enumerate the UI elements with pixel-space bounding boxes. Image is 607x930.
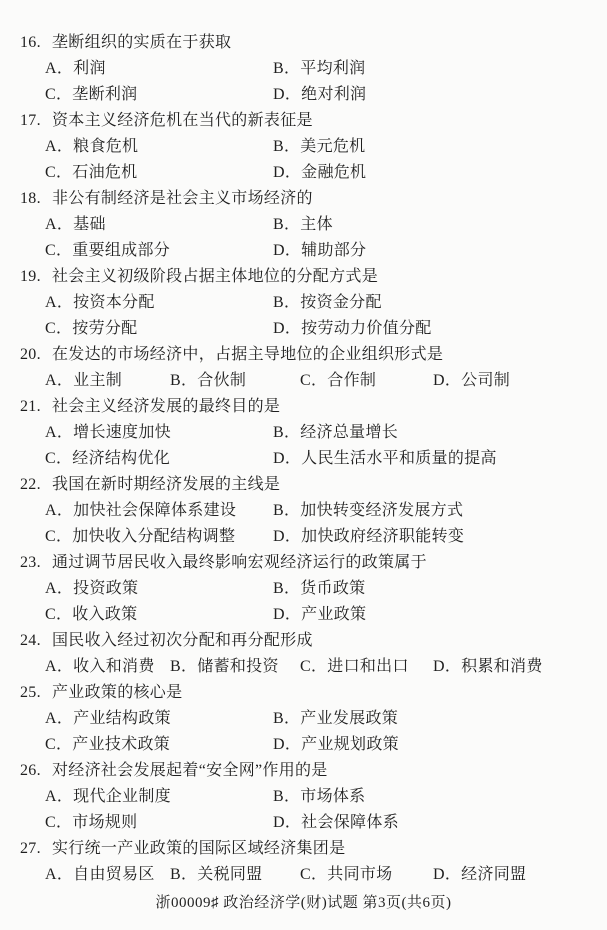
question-number: 20. — [20, 346, 41, 363]
option-a: A．收入和消费 — [45, 658, 155, 675]
option-b: B．储蓄和投资 — [170, 658, 279, 675]
question-stem-row — [0, 30, 607, 56]
option-a: A．产业结构政策 — [45, 710, 171, 727]
question-number: 24. — [20, 632, 41, 649]
option-d: D．社会保障体系 — [273, 814, 399, 831]
options-row — [0, 420, 607, 446]
question-list — [0, 30, 607, 888]
question-number: 16. — [20, 34, 41, 51]
question-stem-row — [0, 472, 607, 498]
question-stem-row — [0, 550, 607, 576]
option-a: A．自由贸易区 — [45, 866, 155, 883]
option-d: D．积累和消费 — [433, 658, 543, 675]
option-b: B．加快转变经济发展方式 — [273, 502, 464, 519]
options-row — [0, 316, 607, 342]
options-row — [0, 82, 607, 108]
option-d: D．辅助部分 — [273, 242, 367, 259]
question-stem-row — [0, 628, 607, 654]
question-number: 27. — [20, 840, 41, 857]
question-stem: 社会主义初级阶段占据主体地位的分配方式是 — [52, 268, 379, 285]
question-stem-row — [0, 680, 607, 706]
question-stem: 资本主义经济危机在当代的新表征是 — [52, 112, 313, 129]
option-c: C．合作制 — [300, 372, 377, 389]
question-number: 22. — [20, 476, 41, 493]
option-b: B．货币政策 — [273, 580, 366, 597]
option-d: D．公司制 — [433, 372, 511, 389]
option-d: D．金融危机 — [273, 164, 367, 181]
question-stem: 国民收入经过初次分配和再分配形成 — [52, 632, 313, 649]
option-c: C．石油危机 — [45, 164, 138, 181]
option-c: C．按劳分配 — [45, 320, 138, 337]
question-stem: 实行统一产业政策的国际区域经济集团是 — [52, 840, 346, 857]
option-c: C．产业技术政策 — [45, 736, 171, 753]
page-footer-text: 浙00009♯ 政治经济学(财)试题 第3页(共6页) — [155, 895, 452, 911]
option-b: B．主体 — [273, 216, 333, 233]
options-row — [0, 706, 607, 732]
option-a: A．粮食危机 — [45, 138, 139, 155]
options-row — [0, 56, 607, 82]
option-b: B．合伙制 — [170, 372, 247, 389]
option-a: A．基础 — [45, 216, 106, 233]
options-row — [0, 576, 607, 602]
question-stem-row — [0, 836, 607, 862]
question-number: 26. — [20, 762, 41, 779]
question-stem-row — [0, 108, 607, 134]
option-d: D．产业政策 — [273, 606, 367, 623]
option-a: A．现代企业制度 — [45, 788, 171, 805]
option-a: A．加快社会保障体系建设 — [45, 502, 237, 519]
option-d: D．经济同盟 — [433, 866, 527, 883]
options-row — [0, 368, 607, 394]
question-number: 18. — [20, 190, 41, 207]
options-row — [0, 498, 607, 524]
options-row — [0, 524, 607, 550]
page-footer — [0, 890, 607, 916]
options-row — [0, 238, 607, 264]
question-stem: 产业政策的核心是 — [52, 684, 183, 701]
options-row — [0, 212, 607, 238]
option-c: C．市场规则 — [45, 814, 138, 831]
options-row — [0, 784, 607, 810]
question-number: 19. — [20, 268, 41, 285]
question-stem-row — [0, 264, 607, 290]
option-b: B．关税同盟 — [170, 866, 263, 883]
option-d: D．按劳动力价值分配 — [273, 320, 432, 337]
question-stem: 非公有制经济是社会主义市场经济的 — [52, 190, 313, 207]
option-d: D．绝对利润 — [273, 86, 367, 103]
question-stem-row — [0, 342, 607, 368]
option-a: A．利润 — [45, 60, 106, 77]
question-number: 25. — [20, 684, 41, 701]
options-row — [0, 134, 607, 160]
option-d: D．产业规划政策 — [273, 736, 399, 753]
question-stem: 在发达的市场经济中，占据主导地位的企业组织形式是 — [52, 346, 444, 363]
option-c: C．共同市场 — [300, 866, 393, 883]
question-stem: 社会主义经济发展的最终目的是 — [52, 398, 281, 415]
options-row — [0, 732, 607, 758]
options-row — [0, 602, 607, 628]
option-d: D．人民生活水平和质量的提高 — [273, 450, 497, 467]
option-c: C．垄断利润 — [45, 86, 138, 103]
option-b: B．美元危机 — [273, 138, 366, 155]
question-stem: 我国在新时期经济发展的主线是 — [52, 476, 281, 493]
options-row — [0, 862, 607, 888]
options-row — [0, 446, 607, 472]
option-b: B．产业发展政策 — [273, 710, 399, 727]
option-c: C．加快收入分配结构调整 — [45, 528, 236, 545]
options-row — [0, 160, 607, 186]
option-b: B．市场体系 — [273, 788, 366, 805]
option-a: A．按资本分配 — [45, 294, 155, 311]
question-number: 17. — [20, 112, 41, 129]
option-c: C．收入政策 — [45, 606, 138, 623]
question-stem-row — [0, 758, 607, 784]
option-a: A．业主制 — [45, 372, 123, 389]
option-b: B．经济总量增长 — [273, 424, 399, 441]
option-a: A．投资政策 — [45, 580, 139, 597]
question-stem: 垄断组织的实质在于获取 — [52, 34, 232, 51]
question-stem-row — [0, 394, 607, 420]
option-d: D．加快政府经济职能转变 — [273, 528, 465, 545]
option-b: B．平均利润 — [273, 60, 366, 77]
option-c: C．进口和出口 — [300, 658, 409, 675]
option-a: A．增长速度加快 — [45, 424, 171, 441]
options-row — [0, 290, 607, 316]
option-c: C．经济结构优化 — [45, 450, 171, 467]
option-c: C．重要组成部分 — [45, 242, 171, 259]
options-row — [0, 810, 607, 836]
options-row — [0, 654, 607, 680]
question-stem: 通过调节居民收入最终影响宏观经济运行的政策属于 — [52, 554, 427, 571]
option-b: B．按资金分配 — [273, 294, 382, 311]
question-stem-row — [0, 186, 607, 212]
question-number: 21. — [20, 398, 41, 415]
question-stem: 对经济社会发展起着“安全网”作用的是 — [52, 762, 328, 779]
question-number: 23. — [20, 554, 41, 571]
